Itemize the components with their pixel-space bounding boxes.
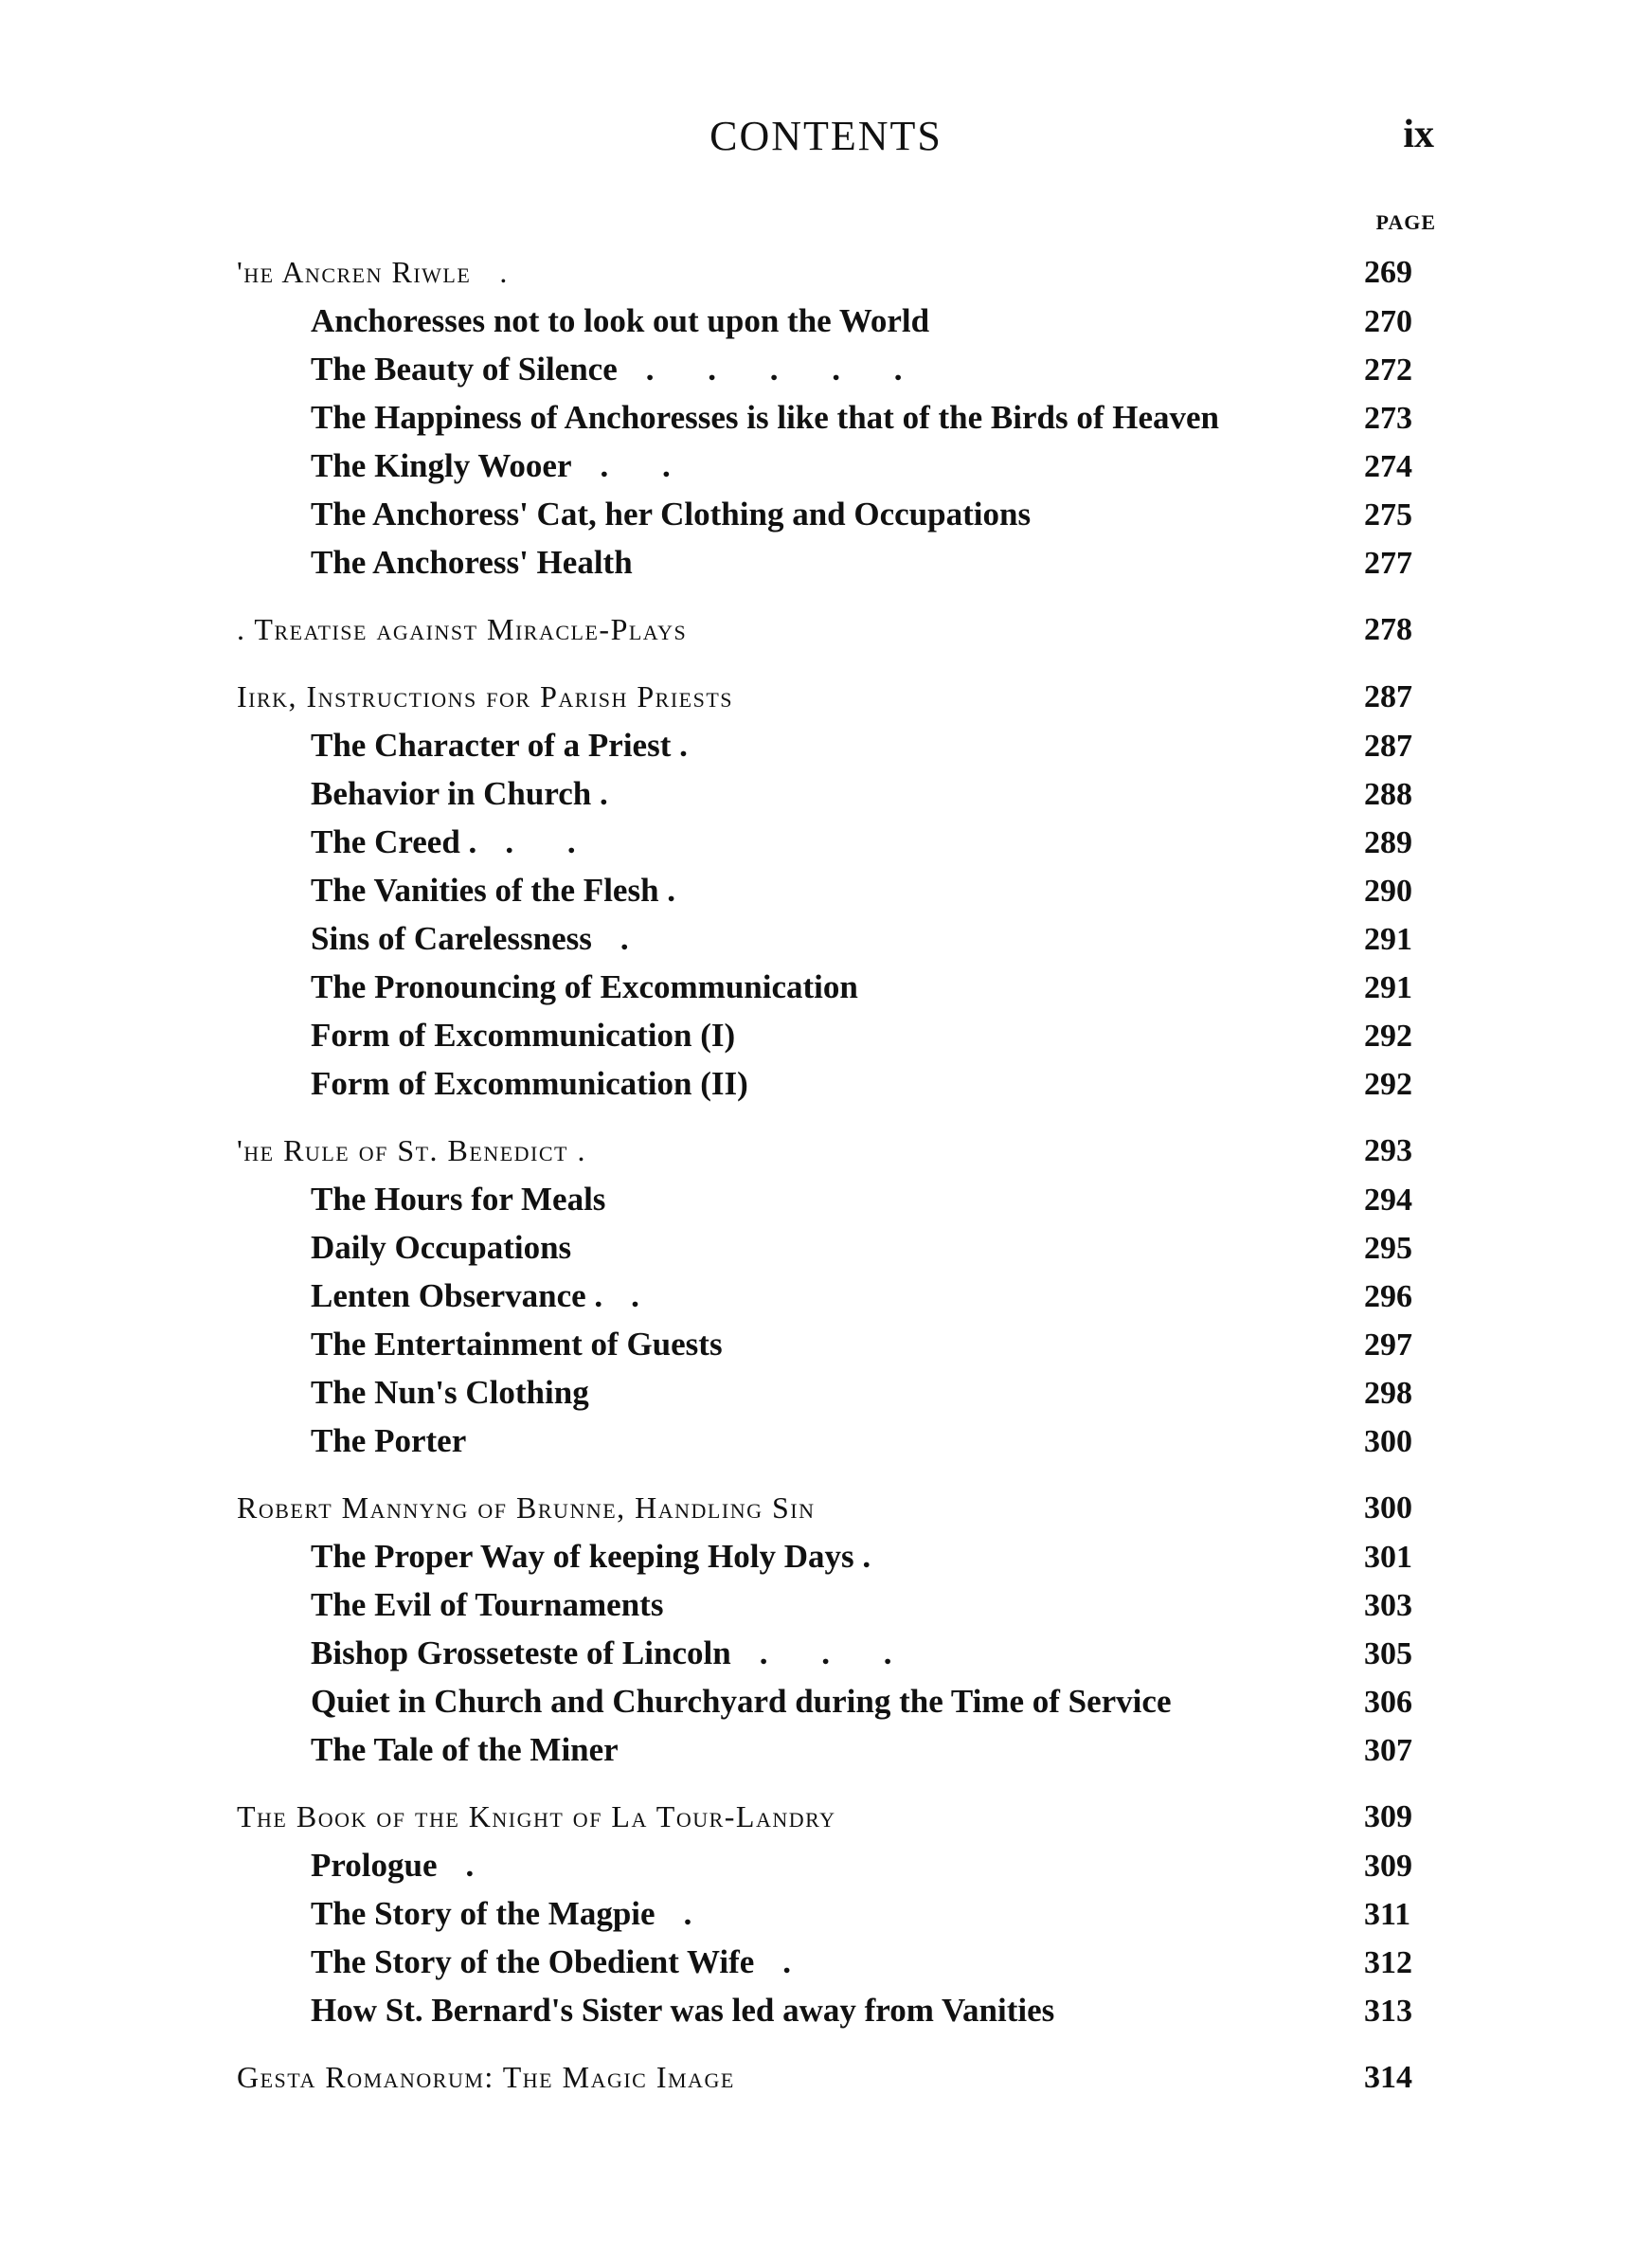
- entry-page: 313: [1364, 1994, 1412, 2029]
- toc-section: [237, 248, 1440, 587]
- entry-title-wrap: [237, 818, 1364, 866]
- toc-entry: [237, 1272, 1440, 1320]
- section-heading: [237, 1127, 1440, 1175]
- section-page: 300: [1364, 1490, 1412, 1526]
- entry-title: The Character of a Priest .: [311, 727, 688, 764]
- entry-title: The Creed .: [311, 823, 477, 860]
- entry-title-wrap: [237, 1532, 1364, 1580]
- toc-entry: [237, 963, 1440, 1011]
- leader-dots: .: [782, 1943, 815, 1980]
- entry-page: 298: [1364, 1376, 1412, 1411]
- entry-page: 297: [1364, 1327, 1412, 1363]
- section-title: 'he Rule of St. Benedict .: [237, 1133, 586, 1167]
- entry-title-wrap: [237, 1368, 1364, 1417]
- entry-title-wrap: [237, 1986, 1364, 2034]
- toc-entry: [237, 1368, 1440, 1417]
- toc-section: [237, 605, 1440, 654]
- entry-title-wrap: [237, 1417, 1364, 1465]
- entry-title-wrap: [237, 1889, 1364, 1938]
- entry-title: The Tale of the Miner: [311, 1731, 619, 1768]
- entry-title-wrap: [237, 721, 1364, 769]
- entry-title: Lenten Observance .: [311, 1277, 603, 1314]
- entry-title-wrap: [237, 1011, 1364, 1059]
- section-page: 293: [1364, 1133, 1412, 1168]
- toc-entry: [237, 345, 1440, 393]
- toc-section: [237, 673, 1440, 1108]
- entry-title: Form of Excommunication (II): [311, 1065, 748, 1102]
- toc-entry: [237, 1725, 1440, 1774]
- toc-entry: [237, 1175, 1440, 1223]
- entry-page: 289: [1364, 825, 1412, 860]
- section-page: 278: [1364, 612, 1412, 647]
- running-title: CONTENTS: [709, 113, 943, 159]
- table-of-contents: [237, 248, 1440, 2102]
- entry-title-wrap: [237, 1059, 1364, 1108]
- section-title-wrap: [237, 1127, 1364, 1175]
- entry-page: 292: [1364, 1019, 1412, 1054]
- entry-page: 292: [1364, 1067, 1412, 1102]
- entry-title: Sins of Carelessness: [311, 920, 592, 957]
- entry-title: Daily Occupations: [311, 1229, 572, 1266]
- leader-dots: .: [683, 1895, 715, 1932]
- section-title: . Treatise against Miracle-Plays: [237, 612, 688, 646]
- entry-title: The Anchoress' Health: [311, 544, 633, 581]
- page-number: ix: [1403, 113, 1434, 156]
- entry-title-wrap: [237, 490, 1364, 538]
- entry-title: Behavior in Church .: [311, 775, 608, 812]
- toc-section: [237, 2053, 1440, 2102]
- section-title: The Book of the Knight of La Tour-Landry: [237, 1799, 836, 1833]
- entry-title: Bishop Grosseteste of Lincoln: [311, 1634, 731, 1671]
- toc-entry: [237, 1011, 1440, 1059]
- entry-title: The Happiness of Anchoresses is like that of the Birds of Heaven: [311, 399, 1219, 436]
- entry-title-wrap: [237, 1725, 1364, 1774]
- entry-title-wrap: [237, 1320, 1364, 1368]
- leader-dots: . .: [600, 447, 693, 484]
- entry-title-wrap: [237, 442, 1364, 490]
- leader-dots: . . .: [759, 1634, 915, 1671]
- section-title-wrap: [237, 1484, 1364, 1532]
- section-title: 'he Ancren Riwle: [237, 255, 472, 289]
- entry-page: 273: [1364, 401, 1412, 436]
- section-heading: [237, 605, 1440, 654]
- entry-title: The Proper Way of keeping Holy Days .: [311, 1538, 871, 1575]
- entry-title-wrap: [237, 769, 1364, 818]
- entry-title-wrap: [237, 1677, 1364, 1725]
- entry-title-wrap: [237, 866, 1364, 914]
- leader-dots: . .: [505, 823, 599, 860]
- section-title-wrap: [237, 673, 1364, 721]
- entry-title: Quiet in Church and Churchyard during the Time of Service: [311, 1683, 1172, 1720]
- section-page: 309: [1364, 1799, 1412, 1834]
- toc-entry: [237, 818, 1440, 866]
- toc-entry: [237, 1841, 1440, 1889]
- entry-title-wrap: [237, 393, 1364, 442]
- entry-page: 296: [1364, 1279, 1412, 1314]
- toc-section: [237, 1127, 1440, 1465]
- page-column-label: PAGE: [1375, 210, 1436, 234]
- entry-page: 291: [1364, 922, 1412, 957]
- entry-title-wrap: [237, 1223, 1364, 1272]
- section-heading: [237, 1484, 1440, 1532]
- entry-title: The Evil of Tournaments: [311, 1586, 664, 1623]
- section-title-wrap: [237, 2053, 1364, 2102]
- entry-page: 311: [1364, 1897, 1411, 1932]
- entry-title: Anchoresses not to look out upon the World: [311, 302, 930, 339]
- leader-dots: .: [620, 920, 652, 957]
- entry-title-wrap: [237, 1629, 1364, 1677]
- entry-title: The Beauty of Silence: [311, 351, 618, 388]
- entry-title-wrap: [237, 914, 1364, 963]
- toc-entry: [237, 1417, 1440, 1465]
- leader-dots: . . . . .: [645, 351, 925, 388]
- entry-title: The Porter: [311, 1422, 467, 1459]
- entry-page: 275: [1364, 497, 1412, 533]
- entry-page: 295: [1364, 1231, 1412, 1266]
- section-heading: [237, 1793, 1440, 1841]
- entry-page: 290: [1364, 874, 1412, 909]
- entry-title-wrap: [237, 1175, 1364, 1223]
- toc-entry: [237, 769, 1440, 818]
- leader-dots: .: [499, 255, 530, 289]
- leader-dots: .: [465, 1847, 497, 1884]
- toc-entry: [237, 1986, 1440, 2034]
- entry-page: 307: [1364, 1733, 1412, 1768]
- toc-entry: [237, 1320, 1440, 1368]
- entry-page: 272: [1364, 352, 1412, 388]
- entry-title-wrap: [237, 297, 1364, 345]
- section-page: 314: [1364, 2060, 1412, 2095]
- entry-title: The Story of the Obedient Wife: [311, 1943, 755, 1980]
- toc-entry: [237, 1532, 1440, 1580]
- entry-page: 309: [1364, 1849, 1412, 1884]
- toc-entry: [237, 1677, 1440, 1725]
- section-title-wrap: [237, 605, 1364, 654]
- entry-title-wrap: [237, 1938, 1364, 1986]
- toc-section: [237, 1793, 1440, 2034]
- entry-title: The Nun's Clothing: [311, 1374, 589, 1411]
- entry-title-wrap: [237, 1580, 1364, 1629]
- toc-entry: [237, 1059, 1440, 1108]
- entry-title-wrap: [237, 345, 1364, 393]
- toc-entry: [237, 1223, 1440, 1272]
- leader-dots: .: [631, 1277, 662, 1314]
- section-heading: [237, 248, 1440, 297]
- section-title-wrap: [237, 1793, 1364, 1841]
- section-title-wrap: [237, 248, 1364, 297]
- section-page: 269: [1364, 255, 1412, 290]
- section-heading: [237, 673, 1440, 721]
- entry-title-wrap: [237, 538, 1364, 587]
- entry-page: 288: [1364, 777, 1412, 812]
- entry-page: 301: [1364, 1540, 1412, 1575]
- toc-entry: [237, 297, 1440, 345]
- toc-entry: [237, 914, 1440, 963]
- entry-title: The Pronouncing of Excommunication: [311, 968, 858, 1005]
- toc-entry: [237, 442, 1440, 490]
- entry-page: 287: [1364, 729, 1412, 764]
- entry-page: 277: [1364, 546, 1412, 581]
- entry-title: The Entertainment of Guests: [311, 1326, 723, 1363]
- toc-section: [237, 1484, 1440, 1774]
- toc-entry: [237, 1580, 1440, 1629]
- section-heading: [237, 2053, 1440, 2102]
- toc-entry: [237, 866, 1440, 914]
- toc-entry: [237, 490, 1440, 538]
- entry-title: Form of Excommunication (I): [311, 1017, 736, 1054]
- entry-title: The Vanities of the Flesh .: [311, 872, 676, 909]
- entry-page: 303: [1364, 1588, 1412, 1623]
- toc-entry: [237, 1938, 1440, 1986]
- toc-entry: [237, 1889, 1440, 1938]
- entry-title: The Kingly Wooer: [311, 447, 572, 484]
- toc-entry: [237, 721, 1440, 769]
- entry-page: 291: [1364, 970, 1412, 1005]
- entry-page: 305: [1364, 1636, 1412, 1671]
- toc-entry: [237, 1629, 1440, 1677]
- entry-title-wrap: [237, 1272, 1364, 1320]
- section-title: Iirk, Instructions for Parish Priests: [237, 679, 734, 713]
- toc-entry: [237, 538, 1440, 587]
- section-page: 287: [1364, 679, 1412, 714]
- toc-entry: [237, 393, 1440, 442]
- entry-page: 312: [1364, 1945, 1412, 1980]
- section-title: Gesta Romanorum: The Magic Image: [237, 2060, 735, 2094]
- entry-page: 274: [1364, 449, 1412, 484]
- entry-title: The Anchoress' Cat, her Clothing and Occupations: [311, 496, 1032, 533]
- entry-page: 300: [1364, 1424, 1412, 1459]
- entry-title: The Story of the Magpie: [311, 1895, 655, 1932]
- entry-page: 270: [1364, 304, 1412, 339]
- entry-page: 306: [1364, 1685, 1412, 1720]
- entry-title: The Hours for Meals: [311, 1181, 606, 1218]
- entry-title: How St. Bernard's Sister was led away from Vanities: [311, 1992, 1055, 2029]
- section-title: Robert Mannyng of Brunne, Handling Sin: [237, 1490, 816, 1525]
- entry-title: Prologue: [311, 1847, 438, 1884]
- entry-title-wrap: [237, 1841, 1364, 1889]
- entry-title-wrap: [237, 963, 1364, 1011]
- entry-page: 294: [1364, 1183, 1412, 1218]
